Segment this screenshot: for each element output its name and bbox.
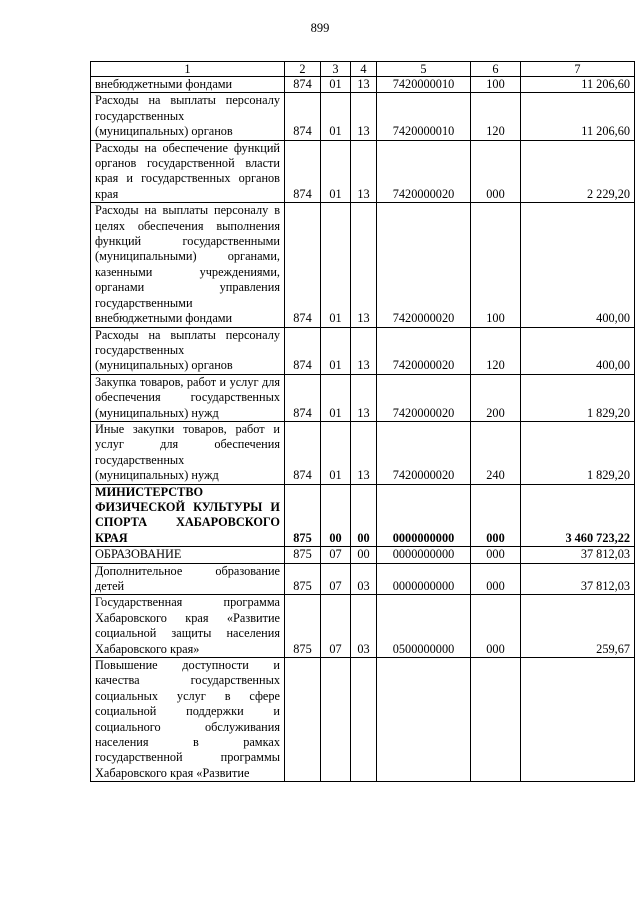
row-amount: 11 206,60 bbox=[521, 93, 635, 140]
column-header: 6 bbox=[471, 62, 521, 77]
table-row bbox=[91, 93, 635, 140]
row-section bbox=[321, 658, 351, 782]
row-target-article: 0000000000 bbox=[377, 563, 471, 595]
row-expense-type: 200 bbox=[471, 374, 521, 421]
row-code-admin: 875 bbox=[285, 547, 321, 563]
row-code-admin: 874 bbox=[285, 77, 321, 93]
row-subsection: 13 bbox=[351, 203, 377, 327]
row-code-admin: 875 bbox=[285, 595, 321, 658]
row-expense-type: 000 bbox=[471, 484, 521, 547]
row-section: 01 bbox=[321, 203, 351, 327]
row-expense-type: 120 bbox=[471, 93, 521, 140]
row-section: 01 bbox=[321, 140, 351, 203]
table-row bbox=[91, 563, 635, 595]
row-amount: 3 460 723,22 bbox=[521, 484, 635, 547]
row-amount bbox=[521, 658, 635, 782]
row-amount: 1 829,20 bbox=[521, 421, 635, 484]
row-target-article: 7420000020 bbox=[377, 203, 471, 327]
row-subsection: 03 bbox=[351, 595, 377, 658]
row-amount: 400,00 bbox=[521, 327, 635, 374]
row-subsection: 03 bbox=[351, 563, 377, 595]
row-target-article bbox=[377, 658, 471, 782]
row-expense-type: 100 bbox=[471, 203, 521, 327]
row-subsection: 13 bbox=[351, 421, 377, 484]
row-target-article: 7420000020 bbox=[377, 421, 471, 484]
table-row bbox=[91, 374, 635, 421]
row-expense-type: 000 bbox=[471, 140, 521, 203]
row-section: 00 bbox=[321, 484, 351, 547]
row-target-article: 7420000020 bbox=[377, 140, 471, 203]
table-row bbox=[91, 327, 635, 374]
row-section: 07 bbox=[321, 563, 351, 595]
row-name: Повышение доступности и качества государственных социальных услуг в сфере социальной поддержки и социального обслуживания населения в рамках государственной программы Хабаровского края «Развитие bbox=[91, 658, 285, 782]
row-target-article: 0000000000 bbox=[377, 484, 471, 547]
table-row bbox=[91, 140, 635, 203]
row-amount: 11 206,60 bbox=[521, 77, 635, 93]
table-header-row bbox=[91, 62, 635, 77]
table-row-ministry bbox=[91, 484, 635, 547]
page-number: 899 bbox=[310, 21, 330, 35]
row-target-article: 0500000000 bbox=[377, 595, 471, 658]
column-header: 1 bbox=[91, 62, 285, 77]
row-code-admin bbox=[285, 658, 321, 782]
row-name: Иные закупки товаров, работ и услуг для обеспечения государственных (муниципальных) нужд bbox=[91, 421, 285, 484]
row-name: Государственная программа Хабаровского края «Развитие социальной защиты населения Хабаровского края» bbox=[91, 595, 285, 658]
row-subsection bbox=[351, 658, 377, 782]
table-row bbox=[91, 203, 635, 327]
row-code-admin: 875 bbox=[285, 563, 321, 595]
row-section: 01 bbox=[321, 327, 351, 374]
row-subsection: 00 bbox=[351, 547, 377, 563]
row-amount: 37 812,03 bbox=[521, 547, 635, 563]
row-amount: 2 229,20 bbox=[521, 140, 635, 203]
row-target-article: 0000000000 bbox=[377, 547, 471, 563]
row-name: Расходы на обеспечение функций органов государственной власти края и государственных органов края bbox=[91, 140, 285, 203]
row-subsection: 13 bbox=[351, 140, 377, 203]
row-expense-type: 000 bbox=[471, 563, 521, 595]
column-header: 2 bbox=[285, 62, 321, 77]
row-amount: 37 812,03 bbox=[521, 563, 635, 595]
table-row bbox=[91, 595, 635, 658]
row-section: 01 bbox=[321, 374, 351, 421]
row-code-admin: 874 bbox=[285, 140, 321, 203]
row-code-admin: 874 bbox=[285, 93, 321, 140]
row-expense-type: 100 bbox=[471, 77, 521, 93]
budget-table bbox=[90, 61, 635, 782]
row-code-admin: 874 bbox=[285, 327, 321, 374]
table-row bbox=[91, 658, 635, 782]
row-code-admin: 875 bbox=[285, 484, 321, 547]
row-code-admin: 874 bbox=[285, 203, 321, 327]
row-section: 01 bbox=[321, 93, 351, 140]
row-subsection: 00 bbox=[351, 484, 377, 547]
row-section: 01 bbox=[321, 77, 351, 93]
row-expense-type: 120 bbox=[471, 327, 521, 374]
row-section: 01 bbox=[321, 421, 351, 484]
column-header: 4 bbox=[351, 62, 377, 77]
row-subsection: 13 bbox=[351, 93, 377, 140]
table-row bbox=[91, 547, 635, 563]
row-expense-type bbox=[471, 658, 521, 782]
row-target-article: 7420000020 bbox=[377, 374, 471, 421]
row-code-admin: 874 bbox=[285, 374, 321, 421]
row-name: Закупка товаров, работ и услуг для обеспечения государственных (муниципальных) нужд bbox=[91, 374, 285, 421]
row-expense-type: 000 bbox=[471, 595, 521, 658]
table-row bbox=[91, 421, 635, 484]
row-section: 07 bbox=[321, 547, 351, 563]
row-target-article: 7420000020 bbox=[377, 327, 471, 374]
row-target-article: 7420000010 bbox=[377, 77, 471, 93]
row-expense-type: 000 bbox=[471, 547, 521, 563]
table-row bbox=[91, 77, 635, 93]
row-section: 07 bbox=[321, 595, 351, 658]
row-name: ОБРАЗОВАНИЕ bbox=[91, 547, 285, 563]
row-name: внебюджетными фондами bbox=[91, 77, 285, 93]
row-name: Расходы на выплаты персоналу в целях обеспечения выполнения функций государственными (муниципальными) органами, казенными учреждениями, органами управления государственными внебюджетными фондами bbox=[91, 203, 285, 327]
column-header: 5 bbox=[377, 62, 471, 77]
row-code-admin: 874 bbox=[285, 421, 321, 484]
row-amount: 1 829,20 bbox=[521, 374, 635, 421]
column-header: 3 bbox=[321, 62, 351, 77]
row-subsection: 13 bbox=[351, 77, 377, 93]
row-amount: 259,67 bbox=[521, 595, 635, 658]
row-name: Расходы на выплаты персоналу государственных (муниципальных) органов bbox=[91, 93, 285, 140]
row-expense-type: 240 bbox=[471, 421, 521, 484]
row-amount: 400,00 bbox=[521, 203, 635, 327]
row-subsection: 13 bbox=[351, 374, 377, 421]
row-name: Дополнительное образование детей bbox=[91, 563, 285, 595]
row-subsection: 13 bbox=[351, 327, 377, 374]
row-name: МИНИСТЕРСТВО ФИЗИЧЕСКОЙ КУЛЬТУРЫ И СПОРТА ХАБАРОВСКОГО КРАЯ bbox=[91, 484, 285, 547]
column-header: 7 bbox=[521, 62, 635, 77]
row-name: Расходы на выплаты персоналу государственных (муниципальных) органов bbox=[91, 327, 285, 374]
row-target-article: 7420000010 bbox=[377, 93, 471, 140]
